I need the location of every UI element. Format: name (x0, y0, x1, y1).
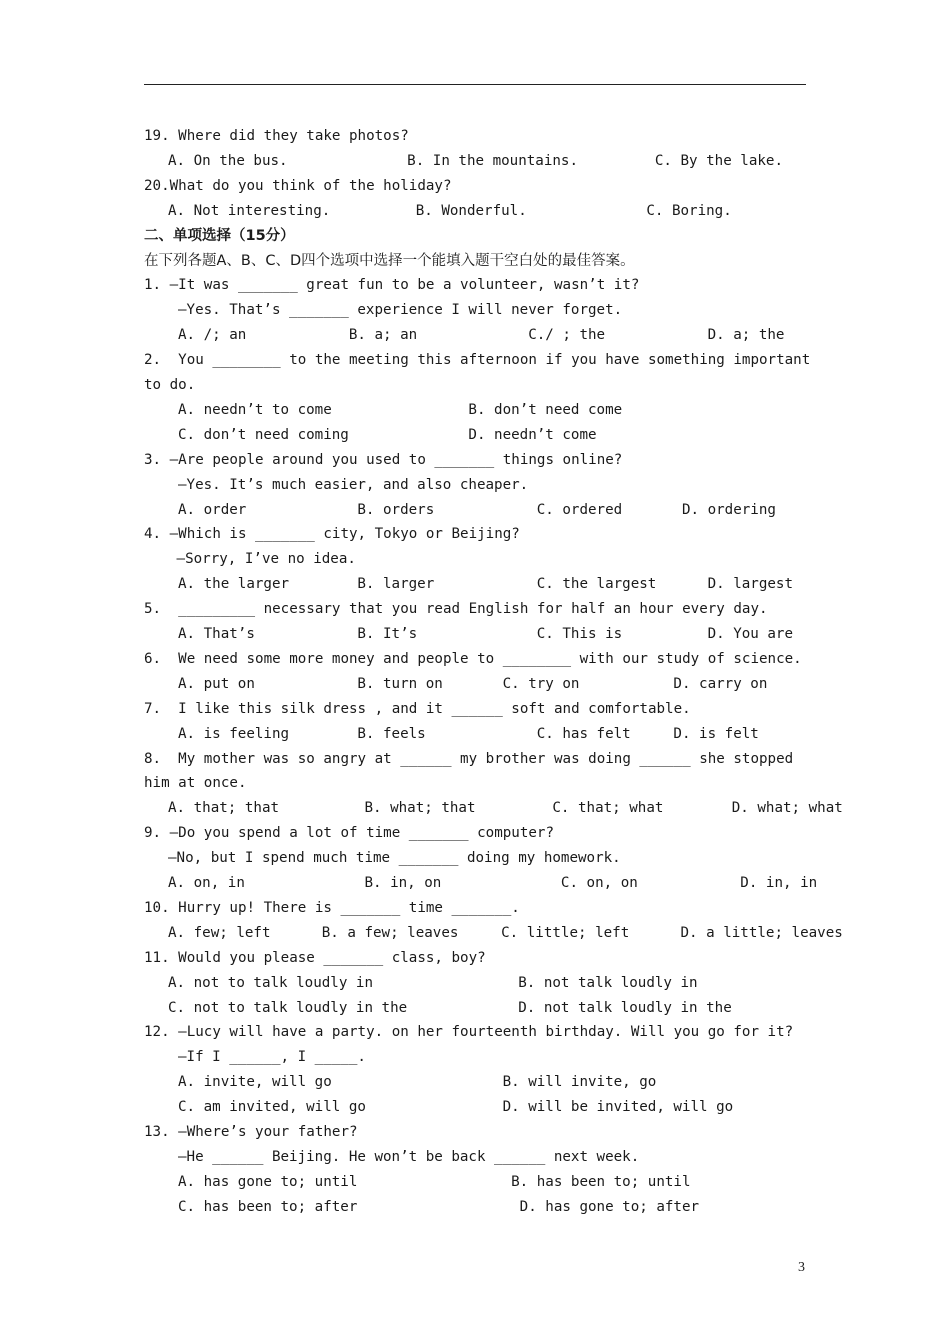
page-number: 3 (798, 1260, 805, 1275)
text-line: A. Not interesting. B. Wonderful. C. Boring. (168, 202, 732, 219)
text-line: A. /; an B. a; an C./ ; the D. a; the (178, 327, 785, 344)
text-line: 13. —Where’s your father? (144, 1124, 358, 1140)
text-line: to do. (144, 377, 196, 393)
text-line: —If I ______, I _____. (178, 1049, 366, 1066)
header-rule (144, 84, 806, 85)
text-line: 6. We need some more money and people to ________ with our study of science. (144, 650, 802, 667)
section-heading: 二、单项选择（15分） (144, 227, 295, 244)
text-line: 8. My mother was so angry at ______ my brother was doing ______ she stopped (144, 750, 794, 767)
text-line: A. on, in B. in, on C. on, on D. in, in (168, 875, 818, 891)
text-line: A. On the bus. B. In the mountains. C. By the lake. (168, 152, 783, 169)
text-line: —He ______ Beijing. He won’t be back ______ next week. (178, 1148, 640, 1165)
text-line: him at once. (144, 775, 247, 792)
text-line: A. few; left B. a few; leaves C. little; left D. a little; leaves (168, 924, 843, 941)
text-line: 20.What do you think of the holiday? (144, 177, 452, 194)
text-line: C. am invited, will go D. will be invited, will go (178, 1099, 734, 1116)
text-line: C. not to talk loudly in the D. not talk loudly in the (168, 999, 732, 1016)
text-line: A. is feeling B. feels C. has felt D. is felt (178, 725, 759, 742)
text-line: A. not to talk loudly in B. not talk loudly in (168, 974, 698, 991)
text-line: A. invite, will go B. will invite, go (178, 1074, 657, 1091)
text-line: 5. _________ necessary that you read English for half an hour every day. (144, 601, 768, 618)
text-line: —No, but I spend much time _______ doing my homework. (168, 850, 621, 867)
text-line: C. has been to; after D. has gone to; after (178, 1198, 700, 1215)
text-line: 9. —Do you spend a lot of time _______ computer? (144, 825, 554, 842)
text-line: 2. You ________ to the meeting this afternoon if you have something important (144, 352, 811, 369)
text-line: —Sorry, I’ve no idea. (168, 551, 356, 568)
text-line: 7. I like this silk dress , and it ______ soft and comfortable. (144, 700, 691, 717)
text-line: A. needn’t to come B. don’t need come (178, 401, 623, 418)
text-line: 3. —Are people around you used to _______ things online? (144, 451, 623, 468)
text-line: 11. Would you please _______ class, boy? (144, 949, 486, 966)
text-line: 1. —It was _______ great fun to be a volunteer, wasn’t it? (144, 277, 640, 294)
text-line: C. don’t need coming D. needn’t come (178, 426, 597, 443)
text-line: A. has gone to; until B. has been to; until (178, 1173, 691, 1190)
text-line: 19. Where did they take photos? (144, 128, 409, 144)
text-line: 在下列各题A、B、C、D四个选项中选择一个能填入题干空白处的最佳答案。 (144, 252, 635, 269)
text-line: A. That’s B. It’s C. This is D. You are (178, 626, 793, 642)
text-line: A. the larger B. larger C. the largest D. largest (178, 576, 793, 593)
text-line: —Yes. It’s much easier, and also cheaper. (178, 476, 529, 493)
text-line: A. order B. orders C. ordered D. ordering (178, 501, 776, 518)
text-line: —Yes. That’s _______ experience I will never forget. (178, 302, 623, 319)
text-line: 10. Hurry up! There is _______ time _______. (144, 899, 520, 916)
text-line: 4. —Which is _______ city, Tokyo or Beijing? (144, 526, 520, 543)
text-line: 12. —Lucy will have a party. on her fourteenth birthday. Will you go for it? (144, 1024, 794, 1041)
text-line: A. that; that B. what; that C. that; what D. what; what (168, 800, 843, 817)
text-line: A. put on B. turn on C. try on D. carry on (178, 675, 768, 692)
